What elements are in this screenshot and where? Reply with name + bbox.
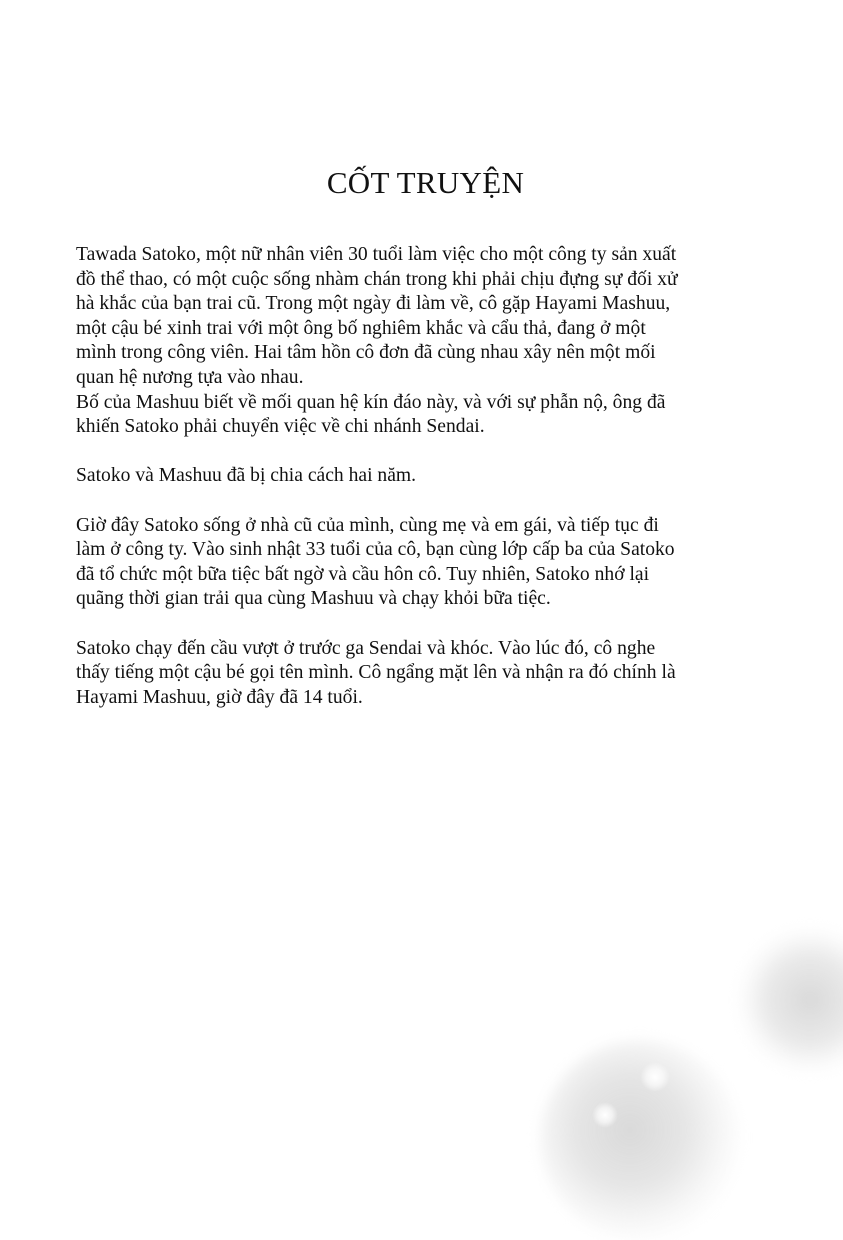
paragraph <box>76 637 776 711</box>
decorative-light-spot <box>640 1062 670 1092</box>
text-line: mình trong công viên. Hai tâm hồn cô đơn đã cùng nhau xây nên một mối <box>76 342 656 364</box>
text-line: Satoko chạy đến cầu vượt ở trước ga Sendai và khóc. Vào lúc đó, cô nghe <box>76 637 656 659</box>
text-line: Hayami Mashuu, giờ đây đã 14 tuổi. <box>76 686 363 708</box>
paragraph <box>76 514 776 612</box>
decorative-light-spot <box>592 1102 618 1128</box>
decorative-bokeh-circle <box>540 1040 740 1240</box>
paragraph-spacer <box>76 489 776 514</box>
text-line: thấy tiếng một cậu bé gọi tên mình. Cô ngẩng mặt lên và nhận ra đó chính là <box>76 662 676 684</box>
paragraph-spacer <box>76 612 776 637</box>
text-line: Bố của Mashuu biết về mối quan hệ kín đáo này, và với sự phẫn nộ, ông đã <box>76 391 666 413</box>
text-line: khiến Satoko phải chuyển việc về chi nhánh Sendai. <box>76 416 485 438</box>
text-line: đồ thể thao, có một cuộc sống nhàm chán trong khi phải chịu đựng sự đối xử <box>76 268 678 290</box>
synopsis-body <box>76 243 776 710</box>
text-line: quãng thời gian trải qua cùng Mashuu và chạy khỏi bữa tiệc. <box>76 588 551 610</box>
paragraph <box>76 464 776 489</box>
text-line: đã tổ chức một bữa tiệc bất ngờ và cầu hôn cô. Tuy nhiên, Satoko nhớ lại <box>76 563 650 585</box>
text-line: Satoko và Mashuu đã bị chia cách hai năm. <box>76 465 417 487</box>
decorative-bokeh-circle <box>735 925 843 1075</box>
page-title: CỐT TRUYỆN <box>326 165 525 200</box>
text-line: Giờ đây Satoko sống ở nhà cũ của mình, cùng mẹ và em gái, và tiếp tục đi <box>76 514 659 536</box>
paragraph-spacer <box>76 440 776 465</box>
text-line: làm ở công ty. Vào sinh nhật 33 tuổi của cô, bạn cùng lớp cấp ba của Satoko <box>76 539 675 561</box>
text-line: một cậu bé xinh trai với một ông bố nghiêm khắc và cẩu thả, đang ở một <box>76 317 646 339</box>
paragraph <box>76 243 776 440</box>
text-line: hà khắc của bạn trai cũ. Trong một ngày đi làm về, cô gặp Hayami Mashuu, <box>76 293 671 315</box>
text-line: Tawada Satoko, một nữ nhân viên 30 tuổi làm việc cho một công ty sản xuất <box>76 244 677 265</box>
text-line: quan hệ nương tựa vào nhau. <box>76 366 304 388</box>
